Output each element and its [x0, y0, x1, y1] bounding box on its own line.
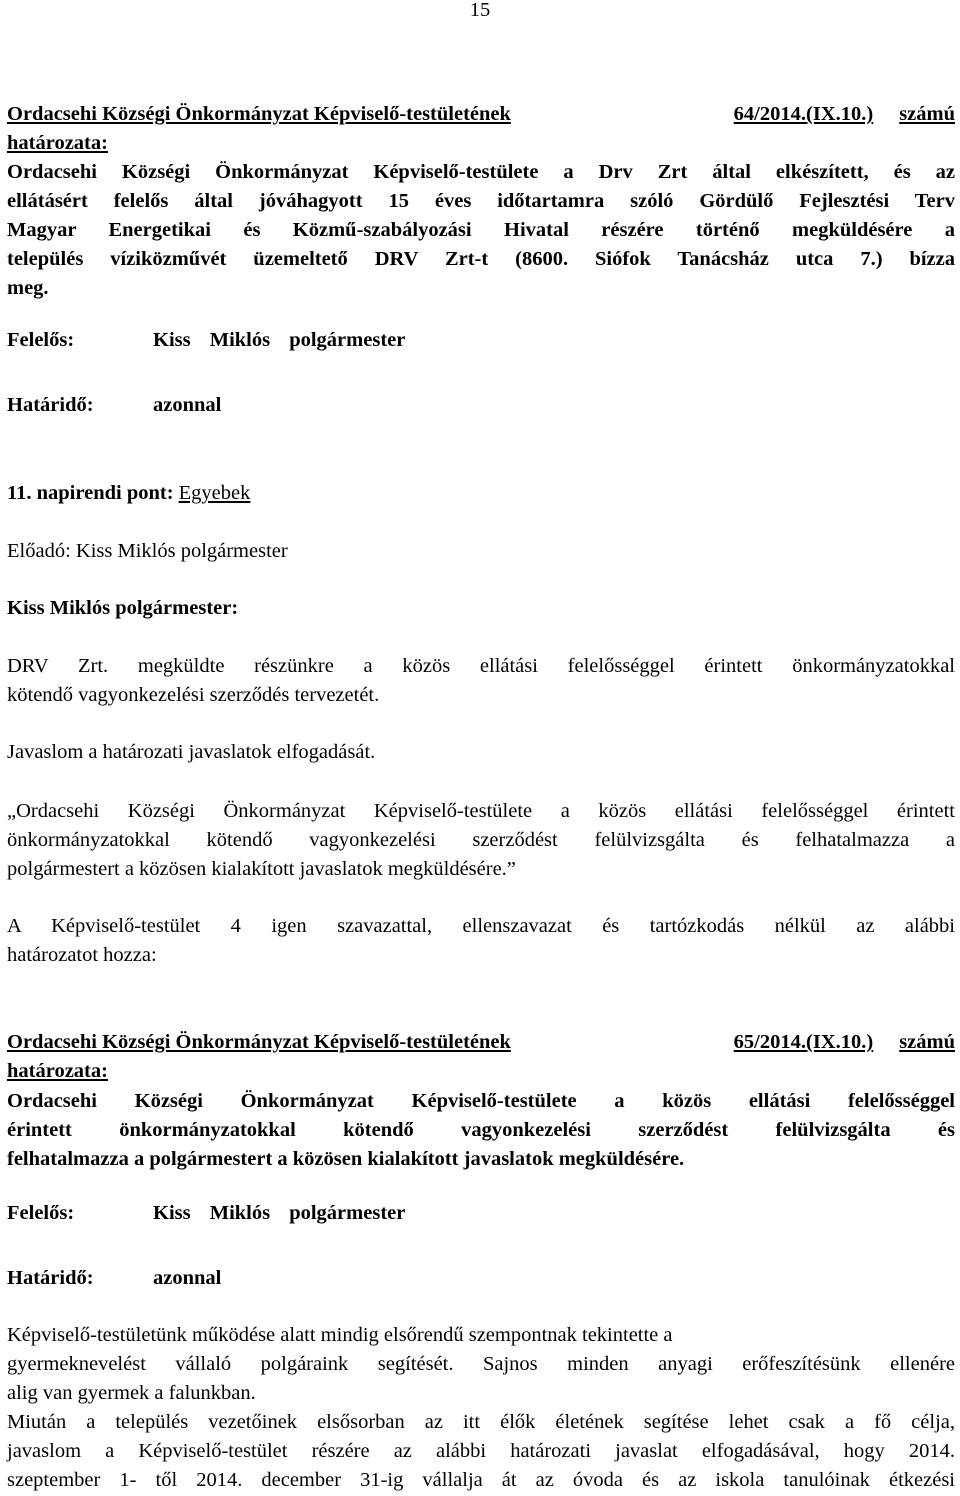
- resolution-64-body: [7, 158, 955, 303]
- resolution-64-line: település víziközművét üzemeltető DRV Zrt-t (8600. Siófok Tanácsház utca 7.) bízza: [7, 248, 955, 270]
- paragraph-line: DRV Zrt. megküldte részünkre a közös ellátási felelősséggel érintett önkormányzatokkal: [7, 655, 955, 677]
- page-number: 15: [469, 0, 491, 21]
- resolution-65-line: felhatalmazza a polgármestert a közösen kialakított javaslatok megküldésére.: [7, 1148, 685, 1170]
- resolution-65-line: érintett önkormányzatokkal kötendő vagyonkezelési szerződést felülvizsgálta és: [7, 1119, 955, 1141]
- quote-line: polgármestert a közösen kialakított javaslatok megküldésére.”: [7, 858, 516, 880]
- resolution-64-heading: [7, 100, 955, 158]
- agenda-topic: Egyebek: [178, 482, 251, 504]
- resolution-65-heading: [7, 1028, 955, 1086]
- agenda-paragraph-2: Javaslom a határozati javaslatok elfogadását.: [7, 741, 376, 763]
- vote-line: határozatot hozza:: [7, 944, 157, 966]
- resolution-65-heading-line: [7, 1028, 955, 1057]
- resolution-64-heading-left: Ordacsehi Községi Önkormányzat Képviselő-testületének: [7, 103, 511, 125]
- agenda-paragraph-1: [7, 652, 955, 710]
- responsible-label: Felelős:: [7, 1202, 75, 1224]
- resolution-64-line: meg.: [7, 277, 49, 299]
- agenda-vote: [7, 912, 955, 970]
- resolution-65-deadline: [7, 1264, 221, 1293]
- resolution-64-heading-line: [7, 100, 955, 129]
- deadline-label: Határidő:: [7, 394, 94, 416]
- closing-line: szeptember 1- től 2014. december 31-ig vállalja át az óvoda és az iskola tanulóinak étkezési: [7, 1469, 955, 1491]
- resolution-64-number: 64/2014.(IX.10.): [733, 103, 874, 125]
- resolution-64-line: ellátásért felelős által jóváhagyott 15 éves időtartamra szóló Gördülő Fejlesztési Terv: [7, 190, 955, 212]
- resolution-65-line: Ordacsehi Községi Önkormányzat Képviselő-testülete a közös ellátási felelősséggel: [7, 1090, 955, 1112]
- agenda-item-heading: [7, 479, 955, 508]
- resolution-65-heading-right: számú: [899, 1031, 955, 1053]
- resolution-65-body: [7, 1087, 955, 1174]
- quote-line: önkormányzatokkal kötendő vagyonkezelési szerződést felülvizsgálta és felhatalmazza a: [7, 829, 955, 851]
- paragraph-line: kötendő vagyonkezelési szerződés tervezetét.: [7, 684, 380, 706]
- agenda-speaker: Kiss Miklós polgármester:: [7, 597, 239, 619]
- quote-line: „Ordacsehi Községi Önkormányzat Képviselő-testülete a közös ellátási felelősséggel érintett: [7, 800, 955, 822]
- resolution-64-line: Ordacsehi Községi Önkormányzat Képviselő-testülete a Drv Zrt által elkészített, és az: [7, 161, 955, 183]
- resolution-64-responsible: [7, 326, 405, 355]
- deadline-value: azonnal: [153, 394, 222, 416]
- closing-line: Képviselő-testületünk működése alatt mindig elsőrendű szempontnak tekintette a: [7, 1324, 673, 1346]
- resolution-64-deadline: [7, 391, 221, 420]
- agenda-presenter: Előadó: Kiss Miklós polgármester: [7, 540, 288, 562]
- resolution-65-heading-line2: határozata:: [7, 1060, 108, 1082]
- agenda-quote: [7, 797, 955, 884]
- closing-line: Miután a település vezetőinek elsősorban az itt élők életének segítése lehet csak a fő célja,: [7, 1411, 955, 1433]
- resolution-64-heading-right: számú: [899, 103, 955, 125]
- resolution-64-line: Magyar Energetikai és Közmű-szabályozási Hivatal részére történő megküldésére a: [7, 219, 955, 241]
- deadline-value: azonnal: [153, 1267, 222, 1289]
- closing-line: javaslom a Képviselő-testület részére az alábbi határozati javaslat elfogadásával, hogy 2014.: [7, 1440, 955, 1462]
- resolution-65-responsible: [7, 1199, 405, 1228]
- deadline-label: Határidő:: [7, 1267, 94, 1289]
- closing-line: alig van gyermek a falunkban.: [7, 1382, 256, 1404]
- closing-paragraph: [7, 1321, 955, 1495]
- responsible-value: Kiss Miklós polgármester: [153, 329, 406, 351]
- closing-line: gyermeknevelést vállaló polgáraink segítését. Sajnos minden anyagi erőfeszítésünk ellenére: [7, 1353, 955, 1375]
- resolution-64-heading-line2: határozata:: [7, 132, 108, 154]
- responsible-value: Kiss Miklós polgármester: [153, 1202, 406, 1224]
- responsible-label: Felelős:: [7, 329, 75, 351]
- vote-line: A Képviselő-testület 4 igen szavazattal, ellenszavazat és tartózkodás nélkül az alábbi: [7, 915, 955, 937]
- resolution-65-number: 65/2014.(IX.10.): [733, 1031, 874, 1053]
- agenda-number: 11. napirendi pont:: [7, 482, 174, 504]
- resolution-65-heading-left: Ordacsehi Községi Önkormányzat Képviselő-testületének: [7, 1031, 511, 1053]
